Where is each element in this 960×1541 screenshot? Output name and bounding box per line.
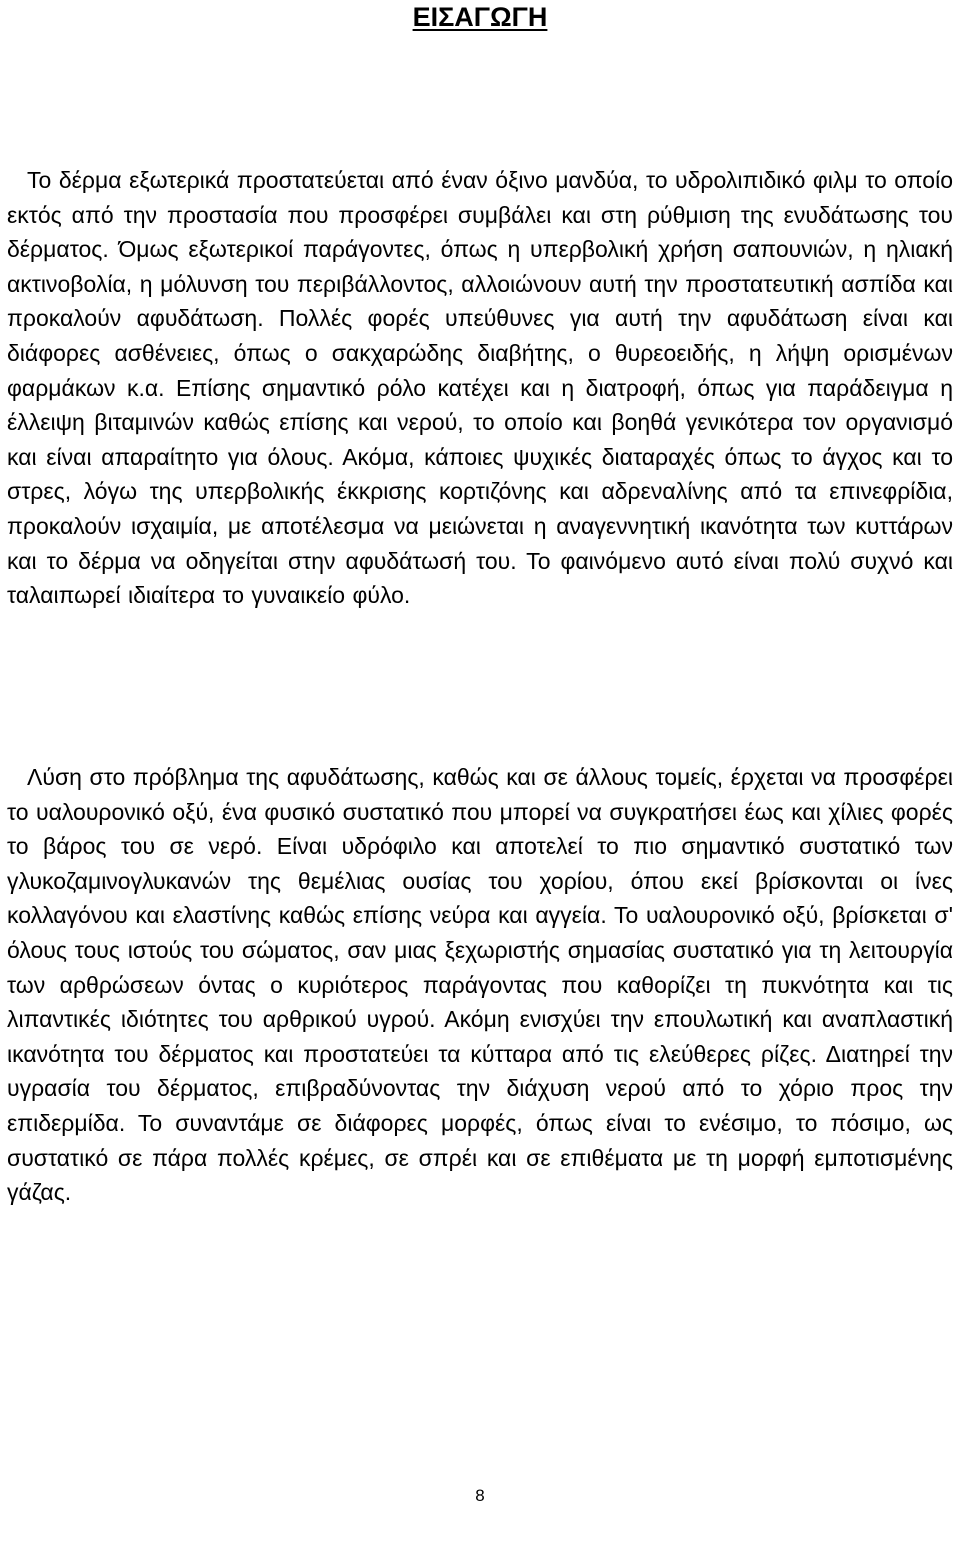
- paragraph-2: Λύση στο πρόβλημα της αφυδάτωσης, καθώς και σε άλλους τομείς, έρχεται να προσφέρει το υαλουρονικό οξύ, ένα φυσικό συστατικό που μπορεί να συγκρατήσει έως και χίλιες φορές το βάρος του σε νερό. Είναι υδρόφιλο και αποτελεί το πιο σημαντικό συστατικό των γλυκοζαμινογλυκανών της θεμέλιας ουσίας του χορίου, όπου εκεί βρίσκονται οι ίνες κολλαγόνου και ελαστίνης καθώς επίσης νεύρα και αγγεία. Το υαλουρονικό οξύ, βρίσκεται σ' όλους τους ιστούς του σώματος, σαν μιας ξεχωριστής σημασίας συστατικό για τη λειτουργία των αρθρώσεων όντας ο κυριότερος παράγοντας που καθορίζει τη πυκνότητα και τις λιπαντικές ιδιότητες του αρθρικού υγρού. Ακόμη ενισχύει την επουλωτική και αναπλαστική ικανότητα του δέρματος και προστατεύει τα κύτταρα από τις ελεύθερες ρίζες. Διατηρεί την υγρασία του δέρματος, επιβραδύνοντας την διάχυση νερού από το χόριο προς την επιδερμίδα. Το συναντάμε σε διάφορες μορφές, όπως είναι το ενέσιμο, το πόσιμο, ως συστατικό σε πάρα πολλές κρέμες, σε σπρέι και σε επιθέματα με τη μορφή εμποτισμένης γάζας.: [7, 764, 953, 1206]
- page-title: ΕΙΣΑΓΩΓΗ: [412, 2, 548, 32]
- page-number: 8: [475, 1486, 485, 1505]
- paragraph-1: Το δέρμα εξωτερικά προστατεύεται από έναν όξινο μανδύα, το υδρολιπιδικό φιλμ το οποίο εκτός από την προστασία που προσφέρει συμβάλει και στη ρύθμιση της ενυδάτωσης του δέρματος. Όμως εξωτερικοί παράγοντες, όπως η υπερβολική χρήση σαπουνιών, η ηλιακή ακτινοβολία, η μόλυνση του περιβάλλοντος, αλλοιώνουν αυτή την προστατευτική ασπίδα και προκαλούν αφυδάτωση. Πολλές φορές υπεύθυνες για αυτή την αφυδάτωση είναι και διάφορες ασθένειες, όπως ο σακχαρώδης διαβήτης, ο θυρεοειδής, η λήψη ορισμένων φαρμάκων κ.α. Επίσης σημαντικό ρόλο κατέχει και η διατροφή, όπως για παράδειγμα η έλλειψη βιταμινών καθώς επίσης και νερού, το οποίο και βοηθά γενικότερα τον οργανισμό και είναι απαραίτητο για όλους. Ακόμα, κάποιες ψυχικές διαταραχές όπως το άγχος και το στρες, λόγω της υπερβολικής έκκρισης κορτιζόνης και αδρεναλίνης από τα επινεφρίδια, προκαλούν ισχαιμία, με αποτέλεσμα να μειώνεται η αναγεννητική ικανότητα των κυττάρων και το δέρμα να οδηγείται στην αφυδάτωσή του. Το φαινόμενο αυτό είναι πολύ συχνό και ταλαιπωρεί ιδιαίτερα το γυναικείο φύλο.: [7, 167, 953, 609]
